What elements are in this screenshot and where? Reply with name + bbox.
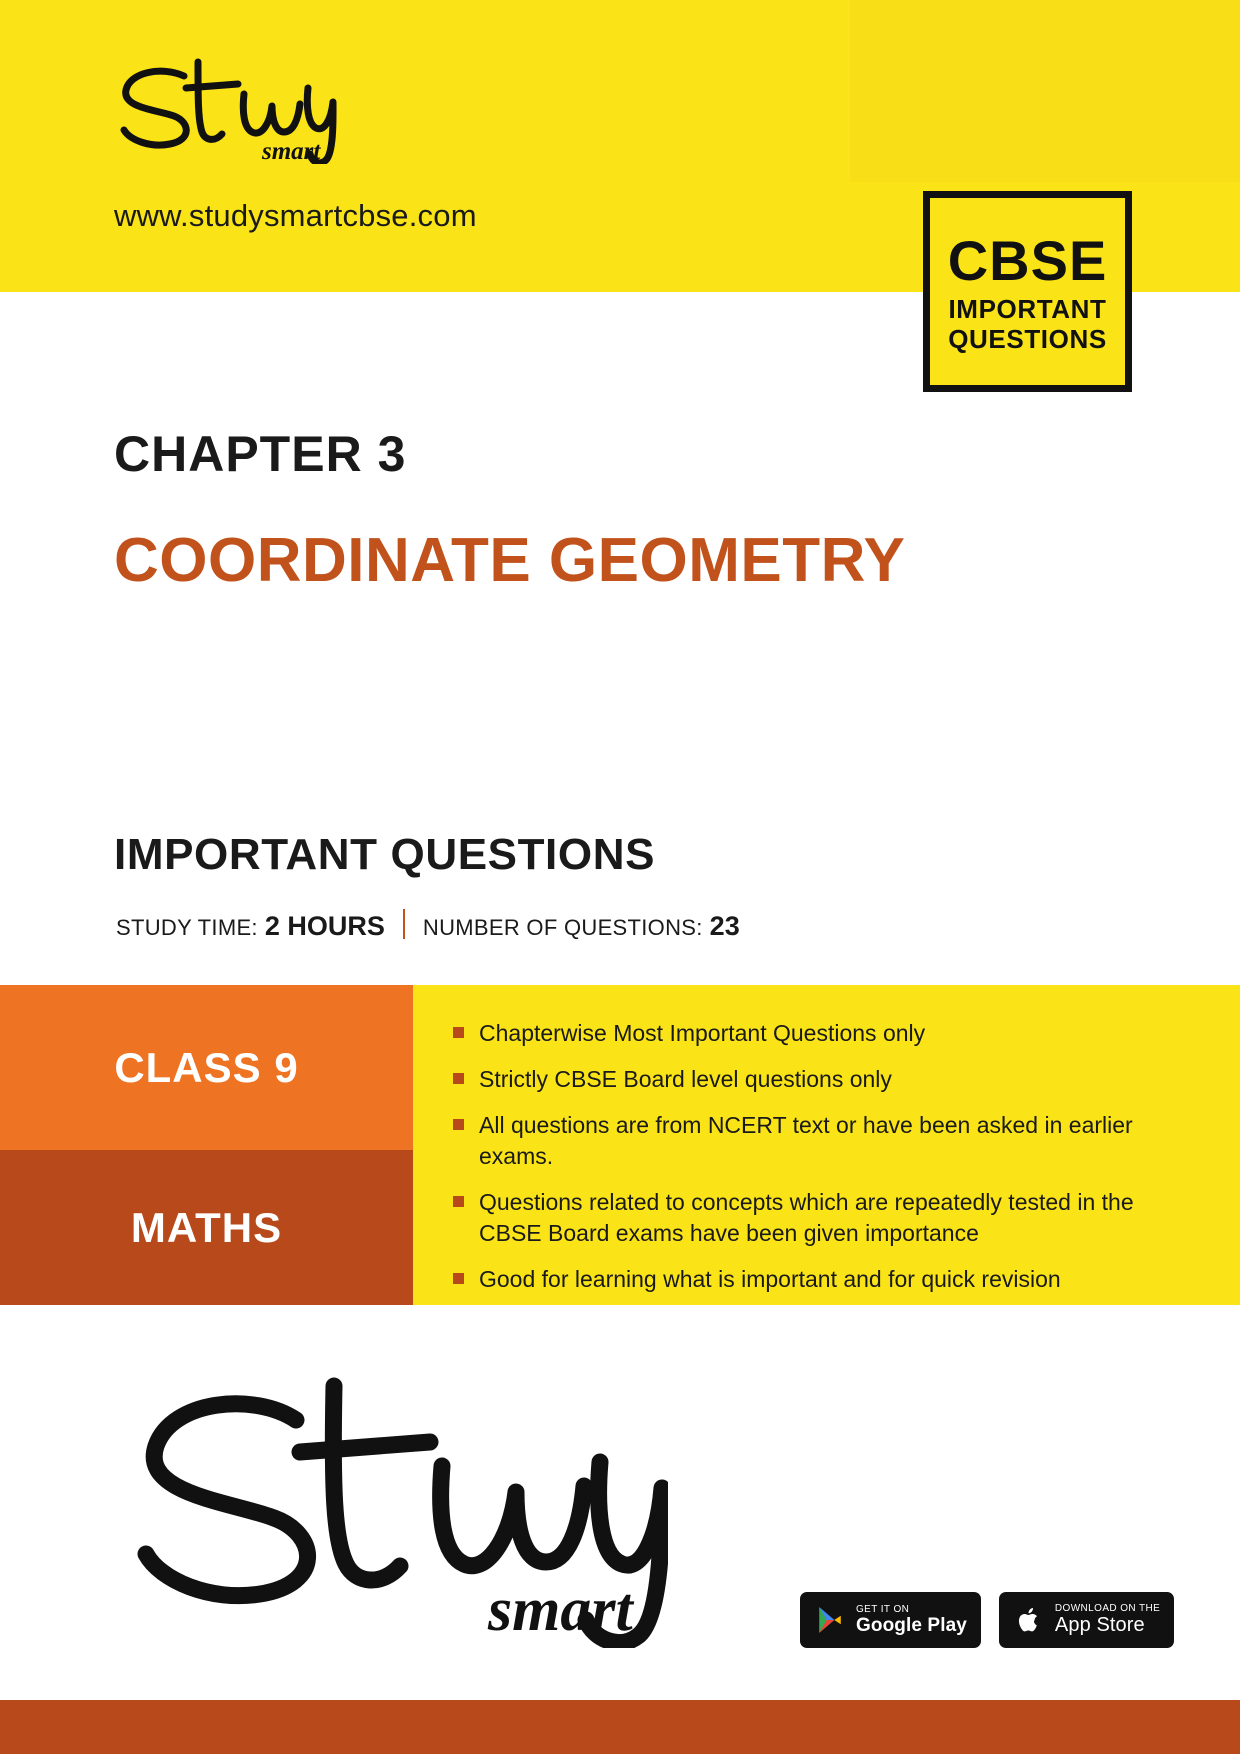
bullet-icon <box>453 1027 464 1038</box>
bullet-icon <box>453 1273 464 1284</box>
google-play-icon <box>814 1604 846 1636</box>
feature-text: Good for learning what is important and for quick revision <box>479 1266 1061 1293</box>
important-questions-heading: IMPORTANT QUESTIONS <box>114 830 656 879</box>
class-label: CLASS 9 <box>114 1043 299 1091</box>
chapter-title: COORDINATE GEOMETRY <box>114 526 906 595</box>
feature-text: Questions related to concepts which are repeatedly tested in the CBSE Board exams have been given importance <box>479 1189 1134 1247</box>
list-item <box>453 1064 1200 1095</box>
app-store-label: App Store <box>1054 1614 1145 1636</box>
badge-subtitle-line2: QUESTIONS <box>948 323 1107 354</box>
list-item <box>453 1110 1200 1172</box>
subject-label: MATHS <box>130 1203 283 1251</box>
study-time-label: STUDY TIME: <box>116 915 258 940</box>
google-play-badge[interactable] <box>800 1592 981 1648</box>
feature-text: All questions are from NCERT text or have been asked in earlier exams. <box>479 1112 1133 1170</box>
bullet-icon <box>453 1073 464 1084</box>
cbse-important-questions-badge <box>923 191 1132 392</box>
subject-box <box>0 1150 413 1305</box>
info-strip <box>0 985 1240 1305</box>
svg-text:smart: smart <box>262 138 321 164</box>
bullet-icon <box>453 1196 464 1207</box>
app-store-small-label: DOWNLOAD ON THE <box>1054 1603 1161 1614</box>
badge-title: CBSE <box>947 228 1108 292</box>
questions-count-value: 23 <box>709 911 740 941</box>
study-time-value: 2 HOURS <box>264 911 385 941</box>
meta-divider <box>403 909 405 939</box>
google-play-label: Google Play <box>856 1614 967 1636</box>
studysmart-logo-top <box>112 54 362 164</box>
questions-count-label: NUMBER OF QUESTIONS: <box>422 915 703 940</box>
feature-text: Chapterwise Most Important Questions only <box>479 1020 926 1046</box>
class-box <box>0 985 413 1150</box>
list-item <box>453 1264 1200 1295</box>
important-questions-meta <box>116 905 740 942</box>
apple-icon <box>1013 1604 1045 1636</box>
studysmart-logo-large <box>128 1368 668 1648</box>
footer-bar <box>0 1700 1240 1754</box>
features-box <box>413 985 1240 1305</box>
badge-subtitle-line1: IMPORTANT <box>948 293 1107 324</box>
list-item <box>453 1187 1200 1249</box>
header-tint-block <box>850 0 1240 182</box>
website-url: www.studysmartcbse.com <box>114 198 477 233</box>
svg-text:smart: smart <box>488 1576 633 1644</box>
app-store-badge[interactable] <box>999 1592 1174 1648</box>
chapter-label: CHAPTER 3 <box>114 426 407 482</box>
app-store-badges <box>800 1592 1174 1648</box>
google-play-small-label: GET IT ON <box>856 1603 910 1615</box>
feature-text: Strictly CBSE Board level questions only <box>479 1066 892 1093</box>
list-item <box>453 1018 1200 1049</box>
bullet-icon <box>453 1119 464 1130</box>
